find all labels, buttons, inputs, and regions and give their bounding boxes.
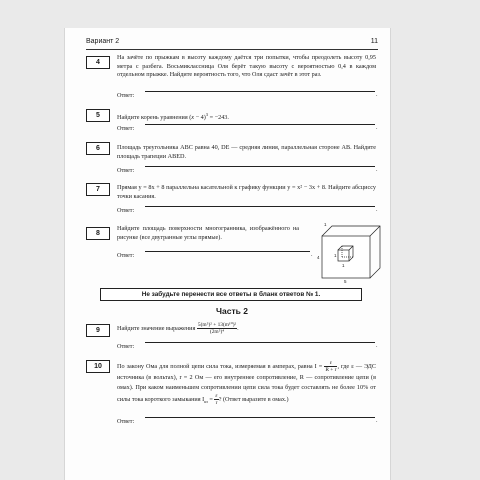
task-10-text-d: ? (Ответ выразите в омах.) xyxy=(218,395,289,403)
task-5-text-c: = −243. xyxy=(208,114,229,122)
task-number-9: 9 xyxy=(86,324,110,337)
part-title: Часть 2 xyxy=(216,306,248,316)
task-text-6: Площадь треугольника ABC равна 40, DE — средняя линия, параллельная стороне AB. Найдите площадь трапеции ABED. xyxy=(117,144,376,160)
kz-denominator: r xyxy=(215,400,218,406)
answer-label-7: Ответ: xyxy=(117,207,135,214)
task-number-7: 7 xyxy=(86,183,110,196)
header-divider xyxy=(86,49,378,50)
dim-height: 4 xyxy=(317,255,320,260)
answer-end-6: . xyxy=(376,167,378,173)
ohm-fraction xyxy=(324,360,337,373)
task-text-8: Найдите площадь поверхности многогранника, изображённого на рисунке (все двугранные углы прямые). xyxy=(117,225,299,241)
answer-field-8[interactable] xyxy=(145,251,310,252)
task-5-text-b: − 4) xyxy=(194,114,206,122)
answer-label-8: Ответ: xyxy=(117,252,135,259)
answer-end-10: . xyxy=(376,418,378,424)
answer-field-4[interactable] xyxy=(145,91,375,92)
dim-hole-width: 1 xyxy=(342,263,345,268)
polyhedron-figure xyxy=(312,222,384,284)
task-number-6: 6 xyxy=(86,142,110,155)
answer-label-10: Ответ: xyxy=(117,418,135,425)
task-5-text-a: Найдите корень уравнения ( xyxy=(117,114,192,122)
answer-field-5[interactable] xyxy=(145,124,375,125)
dim-width: 5 xyxy=(344,279,347,284)
task-number-4: 4 xyxy=(86,56,110,69)
task-text-4: На зачёте по прыжкам в высоту каждому даётся три попытки, чтобы преодолеть высоту 0,95 метра с разбега. Восьмиклассница Оля берёт такую высоту с вероятностью 0,4 в каждом отдельном прыжке. Найдите вероятность того, что Оля сдаст зачёт в этот раз. xyxy=(117,54,376,79)
task-10-text-b: , где ε — ЭДС источника (в вольтах), r = 2 Ом — его внутреннее сопротивление, R — сопротивление цепи (в омах). При каком наименьшем сопротивлении цепи сила тока будет составлять не более 10% от силы тока короткого замыкания I xyxy=(117,362,376,403)
answer-field-6[interactable] xyxy=(145,166,375,167)
answer-label-9: Ответ: xyxy=(117,343,135,350)
task-10-text-c: = xyxy=(207,395,213,403)
task-9-numerator: 5(m⁵)² + 13(m¹⁰)² xyxy=(197,322,237,328)
dim-hole-height: 1 xyxy=(334,253,337,258)
ohm-numerator: ε xyxy=(324,360,337,367)
answer-end-5: . xyxy=(376,125,378,131)
answer-label-6: Ответ: xyxy=(117,167,135,174)
task-9-text: Найдите значение выражения xyxy=(117,324,196,332)
task-9-denominator: (2m⁵)⁴ xyxy=(209,329,225,335)
kz-numerator: ε xyxy=(215,393,218,399)
answer-field-9[interactable] xyxy=(145,342,375,343)
task-number-10: 10 xyxy=(86,360,110,373)
transfer-answers-notice: Не забудьте перенести все ответы в бланк ответов № 1. xyxy=(100,288,362,301)
kz-subscript: кз xyxy=(204,399,208,405)
answer-field-10[interactable] xyxy=(145,417,375,418)
task-9-end: . xyxy=(237,324,239,332)
task-number-8: 8 xyxy=(86,227,110,240)
task-text-5 xyxy=(117,111,376,123)
answer-field-7[interactable] xyxy=(145,206,375,207)
dim-depth: 1 xyxy=(324,222,327,227)
answer-label-5: Ответ: xyxy=(117,125,135,132)
answer-end-7: . xyxy=(376,207,378,213)
variant-label: Вариант 2 xyxy=(86,38,120,45)
top-right-edge xyxy=(370,226,380,236)
page-header xyxy=(86,36,378,48)
answer-label-4: Ответ: xyxy=(117,92,135,99)
answer-end-9: . xyxy=(376,343,378,349)
task-text-9 xyxy=(117,322,376,335)
ohm-denominator: R + r xyxy=(325,367,337,373)
answer-end-8: . xyxy=(311,252,313,258)
answer-end-4: . xyxy=(376,92,378,98)
task-5-var: x xyxy=(191,114,195,122)
task-10-text-a: По закону Ома для полной цепи сила тока, измеряемая в амперах, равна I = xyxy=(117,362,323,370)
task-text-10 xyxy=(117,360,376,407)
task-5-power: 3 xyxy=(205,112,209,117)
task-text-7: Прямая y = 8x + 8 параллельна касательной к графику функции y = x² − 3x + 8. Найдите абсциссу точки касания. xyxy=(117,184,376,200)
task-number-5: 5 xyxy=(86,109,110,122)
task-9-fraction xyxy=(197,322,237,335)
page-number: 11 xyxy=(370,38,378,45)
